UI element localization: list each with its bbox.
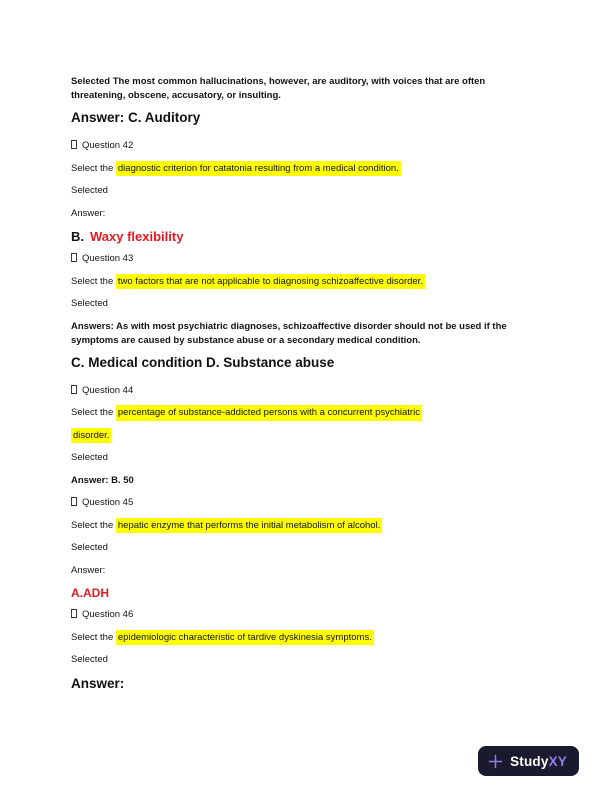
question-46-prompt: [71, 631, 551, 644]
question-45-label-text: Question 45: [82, 497, 134, 508]
highlighted-text: disorder.: [71, 428, 111, 444]
brand-primary: Study: [510, 753, 549, 769]
question-45-label: [71, 496, 551, 509]
intro-line-2: threatening, obscene, accusatory, or insulting.: [71, 90, 281, 101]
missing-glyph-icon: [71, 609, 77, 618]
question-44-prompt: [71, 406, 551, 419]
answer-heading-auditory: Answer: C. Auditory: [71, 110, 201, 125]
highlighted-text: two factors that are not applicable to diagnosing schizoaffective disorder.: [116, 274, 425, 290]
answers-note-line-2: symptoms are caused by substance abuse or a secondary medical condition.: [71, 334, 421, 346]
missing-glyph-icon: [71, 253, 77, 262]
question-44-label-text: Question 44: [82, 384, 134, 396]
studyxy-logo: [478, 746, 579, 776]
highlighted-text: epidemiologic characteristic of tardive dyskinesia symptoms.: [116, 630, 374, 646]
question-42-prompt: [71, 162, 551, 175]
selected-label: Selected: [71, 542, 108, 553]
prompt-prefix: Select the: [71, 519, 116, 531]
question-46-label-text: Question 46: [82, 609, 134, 620]
question-43-label: [71, 252, 551, 265]
prompt-prefix: Select the: [71, 275, 116, 287]
answer-adh: A.ADH: [71, 586, 109, 600]
selected-label: Selected: [71, 185, 108, 196]
brand-accent: XY: [548, 753, 567, 769]
question-46-label: [71, 608, 551, 621]
missing-glyph-icon: [71, 497, 77, 506]
answer-label: Answer:: [71, 564, 106, 576]
prompt-prefix: Select the: [71, 162, 116, 174]
prompt-prefix: Select the: [71, 407, 116, 418]
missing-glyph-icon: [71, 385, 77, 394]
page-content: [71, 75, 551, 706]
brand-text: [510, 754, 567, 769]
answer-label: Answer:: [71, 207, 106, 219]
question-45-prompt: [71, 519, 551, 532]
question-42-label: [71, 139, 551, 152]
intro-line-1: Selected The most common hallucinations, however, are auditory, with voices that are often: [71, 76, 486, 87]
choice-letter: B.: [71, 229, 84, 244]
selected-label: Selected: [71, 654, 108, 665]
selected-label: Selected: [71, 298, 108, 309]
missing-glyph-icon: [71, 140, 77, 149]
intro-paragraph: [71, 75, 551, 103]
answer-heading-medical-substance: C. Medical condition D. Substance abuse: [71, 354, 335, 370]
question-43-prompt: [71, 275, 551, 288]
prompt-prefix: Select the: [71, 631, 116, 643]
question-42-label-text: Question 42: [82, 140, 134, 151]
highlighted-text: diagnostic criterion for catatonia resulting from a medical condition.: [116, 161, 401, 177]
plus-icon: [488, 754, 503, 769]
question-43-label-text: Question 43: [82, 253, 134, 264]
answers-note-line-1: Answers: As with most psychiatric diagnoses, schizoaffective disorder should not be used if the: [71, 320, 507, 332]
highlighted-text: hepatic enzyme that performs the initial metabolism of alcohol.: [116, 518, 382, 534]
answer-b50: Answer: B. 50: [71, 474, 134, 486]
selected-label: Selected: [71, 452, 108, 463]
answer-choice-waxy: [71, 229, 551, 244]
answers-note-paragraph: [71, 320, 551, 348]
choice-text: Waxy flexibility: [90, 229, 184, 244]
final-answer-heading: Answer:: [71, 675, 125, 691]
question-44-label: [71, 384, 551, 397]
question-44-prompt-wrap: [71, 429, 551, 442]
highlighted-text: percentage of substance-addicted persons with a concurrent psychiatric: [116, 405, 422, 421]
